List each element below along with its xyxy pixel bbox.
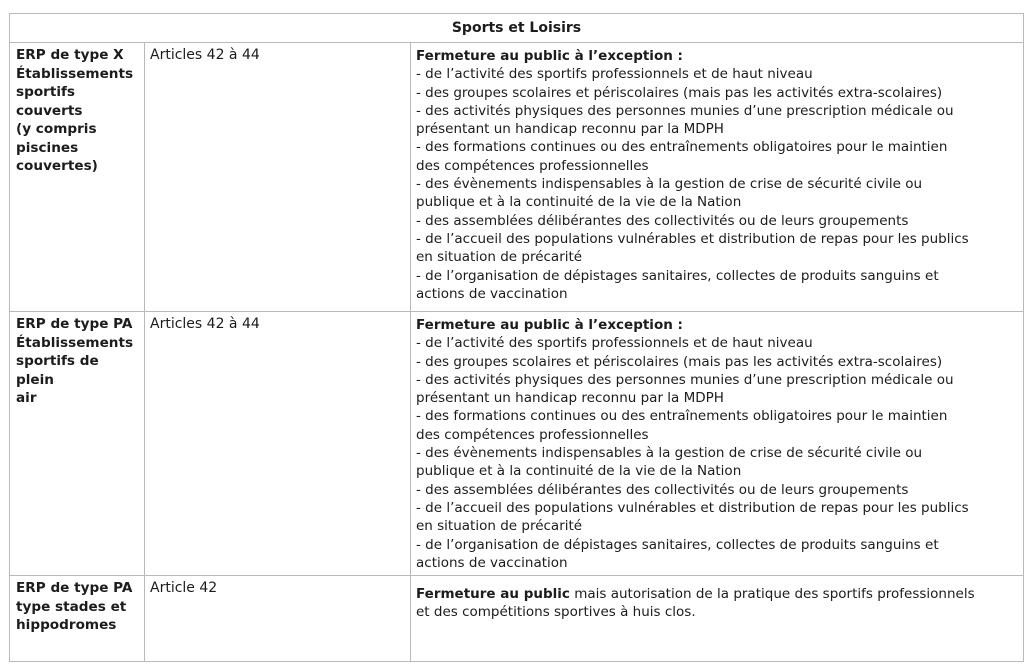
table-row	[10, 43, 1023, 312]
measure-line: en situation de précarité	[416, 518, 583, 535]
articles-cell	[145, 43, 411, 311]
measure-line: - de l’activité des sportifs professionnels et de haut niveau	[416, 335, 813, 352]
measure-line: - des activités physiques des personnes munies d’une prescription médicale ou	[416, 371, 954, 388]
establishment-type-line: (y compris	[16, 121, 97, 137]
measure-line: des compétences professionnelles	[416, 157, 649, 174]
table-row	[10, 576, 1023, 661]
establishment-type-line: sportifs couverts	[16, 84, 83, 119]
establishment-type-line: ERP de type X	[16, 47, 124, 63]
establishment-type-line: Établissements	[16, 334, 134, 351]
measure-line: publique et à la continuité de la vie de la Nation	[416, 463, 742, 480]
measures-cell	[411, 312, 1023, 575]
measure-line: - des formations continues ou des entraînements obligatoires pour le maintien	[416, 408, 948, 425]
articles-cell	[145, 312, 411, 575]
establishment-type-line: hippodromes	[16, 617, 117, 633]
establishment-type-line: piscines	[16, 139, 79, 156]
measure-line: - des évènements indispensables à la gestion de crise de sécurité civile ou	[416, 176, 923, 193]
measure-line: actions de vaccination	[416, 554, 568, 571]
measure-line: - de l’accueil des populations vulnérables et distribution de repas pour les publics	[416, 230, 969, 247]
establishment-type-line: type stades et	[16, 598, 127, 615]
measure-heading: Fermeture au public	[416, 586, 570, 602]
articles-reference: Articles 42 à 44	[150, 47, 260, 63]
measure-heading-rest: mais autorisation de la pratique des sportifs professionnels	[569, 586, 975, 602]
table-row	[10, 312, 1023, 576]
measure-line: actions de vaccination	[416, 285, 568, 302]
articles-reference: Article 42	[150, 580, 218, 596]
measure-line	[416, 585, 1021, 603]
measure-line: - de l’activité des sportifs professionnels et de haut niveau	[416, 66, 813, 83]
measures-cell	[411, 576, 1023, 661]
measure-line: - des évènements indispensables à la gestion de crise de sécurité civile ou	[416, 445, 923, 462]
establishment-type-line: sportifs de plein	[16, 353, 99, 388]
measure-line: - de l’organisation de dépistages sanitaires, collectes de produits sanguins et	[416, 267, 939, 284]
measure-line: présentant un handicap reconnu par la MDPH	[416, 390, 724, 407]
measure-line: - des activités physiques des personnes munies d’une prescription médicale ou	[416, 102, 954, 119]
measure-line: - des assemblées délibérantes des collectivités ou de leurs groupements	[416, 481, 909, 498]
establishment-type-cell	[10, 312, 145, 575]
measure-line: - des formations continues ou des entraînements obligatoires pour le maintien	[416, 139, 948, 156]
measure-line: en situation de précarité	[416, 249, 583, 266]
establishment-type-line: ERP de type PA	[16, 316, 133, 332]
measure-line: - de l’organisation de dépistages sanitaires, collectes de produits sanguins et	[416, 536, 939, 553]
establishment-type-line: couvertes)	[16, 158, 98, 174]
establishment-type-line: air	[16, 390, 37, 406]
establishment-type-line: ERP de type PA	[16, 580, 133, 596]
measure-heading: Fermeture au public à l’exception :	[416, 48, 683, 64]
establishment-type-cell	[10, 43, 145, 311]
articles-reference: Articles 42 à 44	[150, 316, 260, 332]
establishment-type-cell	[10, 576, 145, 661]
establishment-type-line: Établissements	[16, 65, 134, 82]
section-title: Sports et Loisirs	[10, 14, 1023, 43]
measure-line: - de l’accueil des populations vulnérables et distribution de repas pour les publics	[416, 499, 969, 516]
measure-line: présentant un handicap reconnu par la MDPH	[416, 121, 724, 138]
measure-line: - des groupes scolaires et périscolaires (mais pas les activités extra-scolaires)	[416, 353, 943, 370]
measure-heading: Fermeture au public à l’exception :	[416, 317, 683, 333]
measure-line: - des assemblées délibérantes des collectivités ou de leurs groupements	[416, 212, 909, 229]
regulation-table	[9, 13, 1024, 662]
measures-cell	[411, 43, 1023, 311]
measure-line: des compétences professionnelles	[416, 426, 649, 443]
measure-line: publique et à la continuité de la vie de la Nation	[416, 194, 742, 211]
measure-line: - des groupes scolaires et périscolaires (mais pas les activités extra-scolaires)	[416, 84, 943, 101]
articles-cell	[145, 576, 411, 661]
measure-line: et des compétitions sportives à huis clos.	[416, 604, 696, 621]
